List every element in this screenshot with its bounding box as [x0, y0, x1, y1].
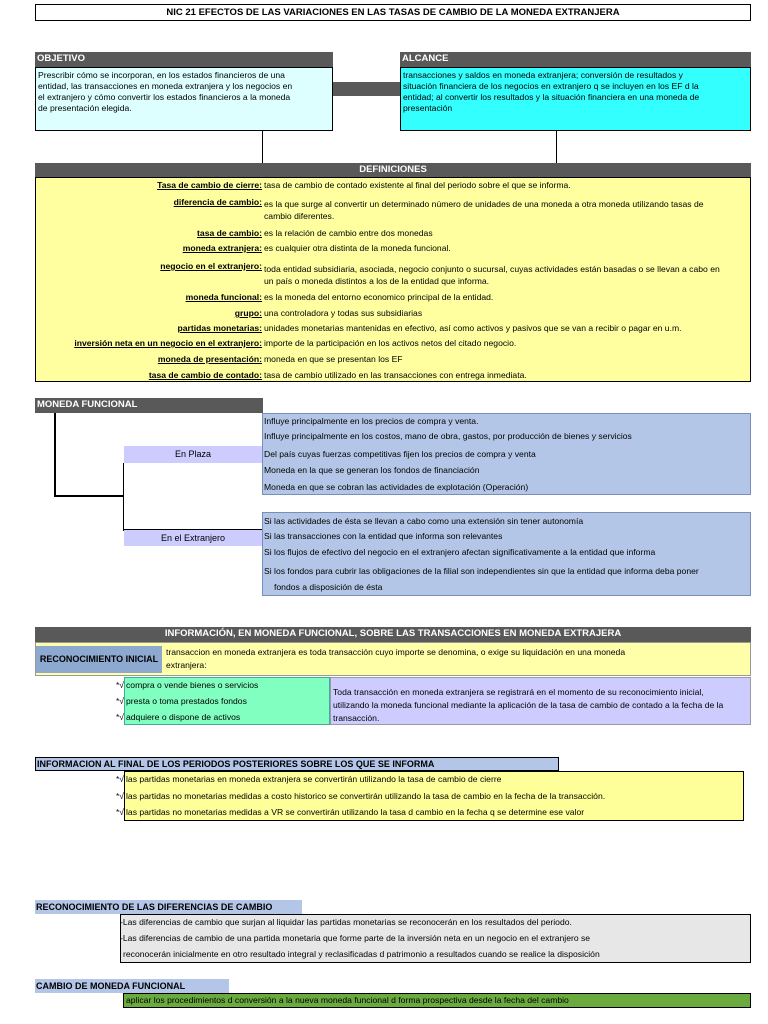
- def-text: importe de la participación en los activos netos del citado negocio.: [264, 338, 517, 348]
- reconocimiento-text: transaccion en moneda extranjera es toda transacción cuyo importe se denomina, o exige su liquidación en una moneda: [166, 647, 626, 657]
- check-mark: *√: [115, 680, 124, 690]
- def-text: es la que surge al convertir un determinado número de unidades de una moneda a otra moneda utilizando tasas de: [264, 199, 704, 209]
- final-periodos-header: INFORMACION AL FINAL DE LOS PERIODOS POSTERIORES SOBRE LOS QUE SE INFORMA: [37, 759, 435, 769]
- def-text: toda entidad subsidiaria, asociada, negocio conjunto o sucursal, cuyas actividades están basadas o se llevan a cabo en: [264, 264, 720, 274]
- alcance-line: transacciones y saldos en moneda extranjera; conversión de resultados y: [403, 70, 683, 80]
- alcance-line: situación financiera de los negocios en extranjero q se incluyen en los EF d la: [403, 81, 699, 91]
- cambio-header: CAMBIO DE MONEDA FUNCIONAL: [36, 981, 186, 991]
- def-text: cambio diferentes.: [264, 211, 335, 221]
- final-periodos-item: las partidas no monetarias medidas a VR se convertirán utilizando la tasa d cambio en la fecha q se determine ese valor: [126, 807, 585, 817]
- extranjero-item: Si las actividades de ésta se llevan a cabo como una extensión sin tener autonomía: [264, 516, 584, 526]
- cambio-text: aplicar los procedimientos d conversión a la nueva moneda funcional d forma prospectiva desde la fecha del cambio: [126, 995, 569, 1005]
- definiciones-header: DEFINICIONES: [35, 163, 751, 177]
- reconocimiento-note: utilizando la moneda funcional mediante la aplicación de la tasa de cambio de contado a la fecha de la: [333, 700, 724, 710]
- connector-line: [262, 131, 263, 163]
- reconocimiento-label-box: [36, 646, 162, 673]
- objetivo-header: OBJETIVO: [35, 52, 333, 67]
- page-title: NIC 21 EFECTOS DE LAS VARIACIONES EN LAS TASAS DE CAMBIO DE LA MONEDA EXTRANJERA: [166, 7, 620, 18]
- title-box: [35, 4, 751, 21]
- def-text: una controladora y todas sus subsidiarias: [264, 308, 423, 318]
- def-text: es cualquier otra distinta de la moneda funcional.: [264, 243, 451, 253]
- extranjero-item: Si las transacciones con la entidad que informa son relevantes: [264, 531, 503, 541]
- diferencias-line: reconocerán inicialmente en otro resultado integral y reclasificadas d patrimonio a resultados cuando se realice la disposición: [123, 949, 600, 959]
- transaccion-item: presta o toma prestados fondos: [126, 696, 247, 706]
- en-extranjero-label: [124, 529, 262, 546]
- def-term: grupo:: [234, 308, 262, 318]
- en-plaza-text: En Plaza: [174, 449, 212, 459]
- moneda-funcional-header: MONEDA FUNCIONAL: [35, 398, 263, 413]
- tree-line: [54, 495, 124, 497]
- transaccion-item: compra o vende bienes o servicios: [126, 680, 259, 690]
- def-term: moneda funcional:: [185, 292, 262, 302]
- objetivo-line: el extranjero y cómo convertir los estados financieros a la moneda: [38, 92, 291, 102]
- def-term: Tasa de cambio de cierre:: [157, 180, 262, 190]
- alcance-box: [400, 67, 751, 131]
- alcance-line: entidad; al convertir los resultados y la situación financiera en una moneda de: [403, 92, 700, 102]
- connector-line: [556, 131, 557, 163]
- check-mark: *√: [115, 774, 124, 784]
- plaza-item: Influye principalmente en los precios de compra y venta.: [264, 416, 479, 426]
- alcance-line: presentación: [403, 103, 453, 113]
- informacion-header: INFORMACIÓN, EN MONEDA FUNCIONAL, SOBRE LAS TRANSACCIONES EN MONEDA EXTRAJERA: [35, 627, 751, 642]
- plaza-item: Moneda en que se cobran las actividades de explotación (Operación): [264, 482, 529, 492]
- extranjero-item: fondos a disposición de ésta: [274, 582, 383, 592]
- def-text: unidades monetarias mantenidas en efectivo, así como activos y pasivos que se van a recibir o pagar en u.m.: [264, 323, 682, 333]
- def-term: tasa de cambio:: [197, 228, 262, 238]
- check-mark: *√: [115, 807, 124, 817]
- objetivo-line: Prescribir cómo se incorporan, en los estados financieros de una: [38, 70, 285, 80]
- plaza-item: Influye principalmente en los costos, mano de obra, gastos, por producción de bienes y servicios: [264, 431, 632, 441]
- diferencias-header: RECONOCIMIENTO DE LAS DIFERENCIAS DE CAMBIO: [36, 902, 273, 912]
- def-text: moneda en que se presentan los EF: [264, 354, 403, 364]
- diferencias-header-box: [35, 900, 302, 914]
- plaza-item: Moneda en la que se generan los fondos de financiación: [264, 465, 480, 475]
- reconocimiento-text: extranjera:: [166, 660, 207, 670]
- objetivo-line: entidad, las transacciones en moneda extranjera y los negocios en: [38, 81, 293, 91]
- reconocimiento-label: RECONOCIMIENTO INICIAL: [39, 654, 159, 664]
- def-term: moneda de presentación:: [157, 354, 262, 364]
- transaccion-item: adquiere o dispone de activos: [126, 712, 241, 722]
- def-term: partidas monetarias:: [177, 323, 262, 333]
- final-periodos-header-box: [35, 757, 559, 771]
- reconocimiento-note: Toda transacción en moneda extranjera se registrará en el momento de su reconocimiento inicial,: [333, 687, 704, 697]
- def-text: un país o moneda distintos a los de la entidad que informa.: [264, 276, 490, 286]
- diferencias-line: -Las diferencias de cambio que surjan al liquidar las partidas monetarias se reconocerán en los resultados del periodo.: [120, 917, 572, 927]
- final-periodos-item: las partidas no monetarias medidas a costo historico se convertirán utilizando la tasa de cambio en la fecha de la transacción.: [126, 791, 606, 801]
- cambio-box: [123, 993, 751, 1008]
- reconocimiento-note: transacción.: [333, 713, 380, 723]
- plaza-item: Del país cuyas fuerzas competitivas fijen los precios de compra y venta: [264, 449, 536, 459]
- tree-line: [123, 463, 124, 531]
- check-mark: *√: [115, 712, 124, 722]
- def-term: tasa de cambio de contado:: [148, 370, 262, 380]
- def-term: moneda extranjera:: [182, 243, 262, 253]
- check-mark: *√: [115, 696, 124, 706]
- def-text: tasa de cambio utilizado en las transacciones con entrega inmediata.: [264, 370, 527, 380]
- objetivo-box: [35, 67, 333, 131]
- tree-line: [54, 413, 56, 497]
- connector-bar: [333, 82, 400, 96]
- objetivo-line: de presentación elegida.: [38, 103, 132, 113]
- extranjero-item: Si los fondos para cubrir las obligaciones de la filial son independientes sin que la entidad que informa deba poner: [264, 566, 699, 576]
- def-text: tasa de cambio de contado existente al final del periodo sobre el que se informa.: [264, 180, 571, 190]
- def-term: inversión neta en un negocio en el extranjero:: [74, 338, 262, 348]
- def-text: es la relación de cambio entre dos monedas: [264, 228, 433, 238]
- def-term: negocio en el extranjero:: [160, 261, 262, 271]
- check-mark: *√: [115, 791, 124, 801]
- def-text: es la moneda del entorno economico principal de la entidad.: [264, 292, 494, 302]
- alcance-header: ALCANCE: [400, 52, 751, 67]
- en-extranjero-text: En el Extranjero: [160, 533, 226, 543]
- diferencias-line: -Las diferencias de cambio de una partida monetaria que forme parte de la inversión neta en un negocio en el extranjero se: [120, 933, 591, 943]
- def-term: diferencia de cambio:: [173, 197, 262, 207]
- en-plaza-label: [124, 446, 262, 463]
- final-periodos-item: las partidas monetarias en moneda extranjera se convertirán utilizando la tasa de cambio de cierre: [126, 774, 502, 784]
- cambio-header-box: [35, 979, 229, 993]
- extranjero-item: Si los flujos de efectivo del negocio en el extranjero afectan significativamente a la entidad que informa: [264, 547, 656, 557]
